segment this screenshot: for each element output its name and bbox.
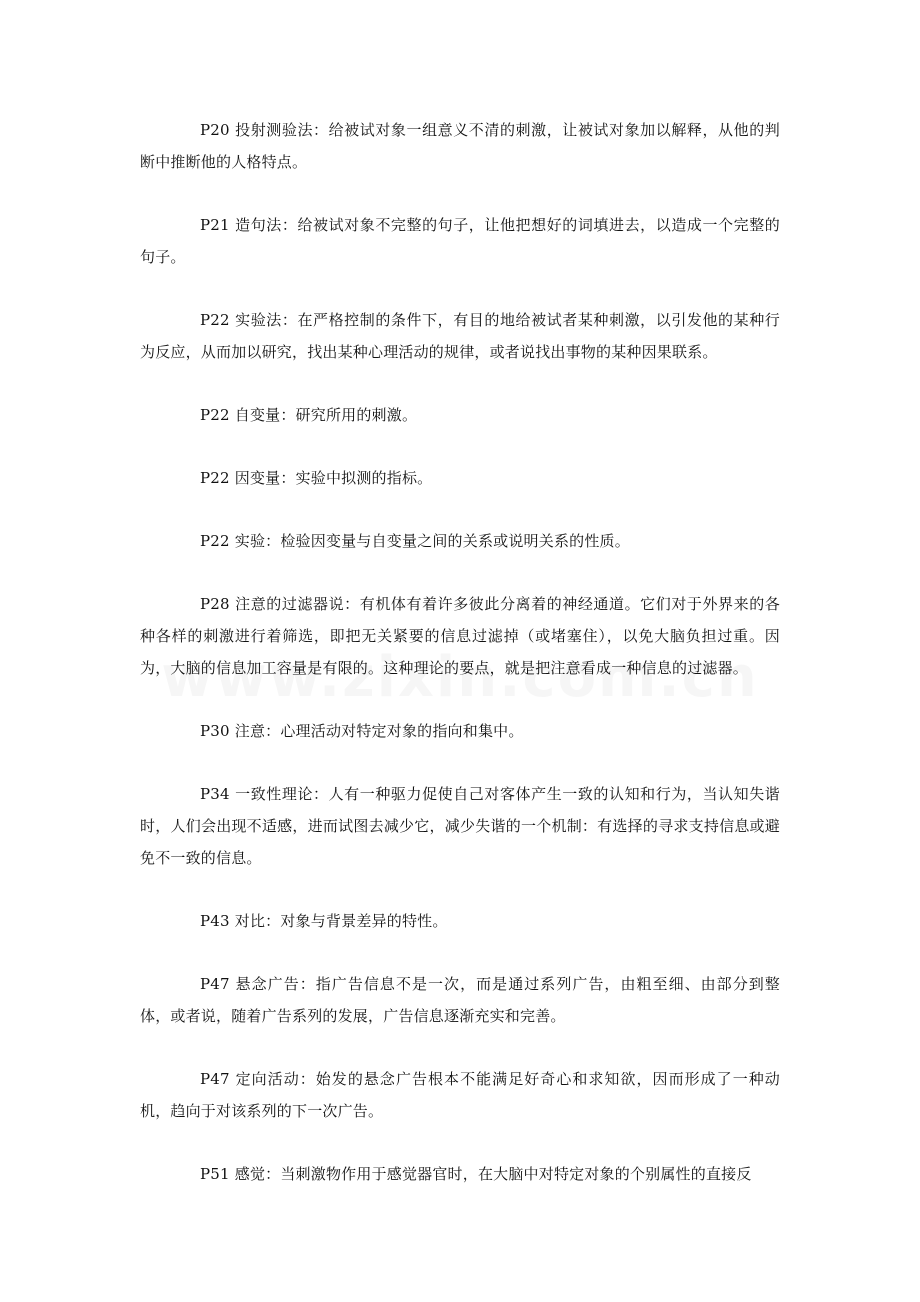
paragraph: P22 实验法：在严格控制的条件下，有目的地给被试者某种刺激，以引发他的某种行为反应，从而加以研究，找出某种心理活动的规律，或者说找出事物的某种因果联系。 <box>140 311 780 361</box>
paragraph: P21 造句法：给被试对象不完整的句子，让他把想好的词填进去，以造成一个完整的句子。 <box>140 216 780 266</box>
paragraph: P22 自变量：研究所用的刺激。 <box>200 406 418 424</box>
paragraph: P47 定向活动：始发的悬念广告根本不能满足好奇心和求知欲，因而形成了一种动机，趋向于对该系列的下一次广告。 <box>140 1070 780 1120</box>
paragraph: P51 感觉：当刺激物作用于感觉器官时，在大脑中对特定对象的个别属性的直接反 <box>200 1165 752 1183</box>
paragraph: P34 一致性理论：人有一种驱力促使自己对客体产生一致的认知和行为，当认知失谐时，人们会出现不适感，进而试图去减少它，减少失谐的一个机制：有选择的寻求支持信息或避免不一致的信息。 <box>140 785 780 867</box>
paragraph: P30 注意：心理活动对特定对象的指向和集中。 <box>200 722 524 740</box>
paragraph: P22 实验：检验因变量与自变量之间的关系或说明关系的性质。 <box>200 532 630 550</box>
paragraph: P43 对比：对象与背景差异的特性。 <box>200 912 448 930</box>
paragraph: P47 悬念广告：指广告信息不是一次，而是通过系列广告，由粗至细、由部分到整体，或者说，随着广告系列的发展，广告信息逐渐充实和完善。 <box>140 975 780 1025</box>
paragraph: P28 注意的过滤器说：有机体有着许多彼此分离着的神经通道。它们对于外界来的各种各样的刺激进行着筛选，即把无关紧要的信息过滤掉（或堵塞住），以免大脑负担过重。因为，大脑的信息加工容量是有限的。这种理论的要点，就是把注意看成一种信息的过滤器。 <box>140 595 780 677</box>
document-body <box>140 114 780 1221</box>
paragraph: P22 因变量：实验中拟测的指标。 <box>200 469 433 487</box>
paragraph: P20 投射测验法：给被试对象一组意义不清的刺激，让被试对象加以解释，从他的判断中推断他的人格特点。 <box>140 121 780 171</box>
